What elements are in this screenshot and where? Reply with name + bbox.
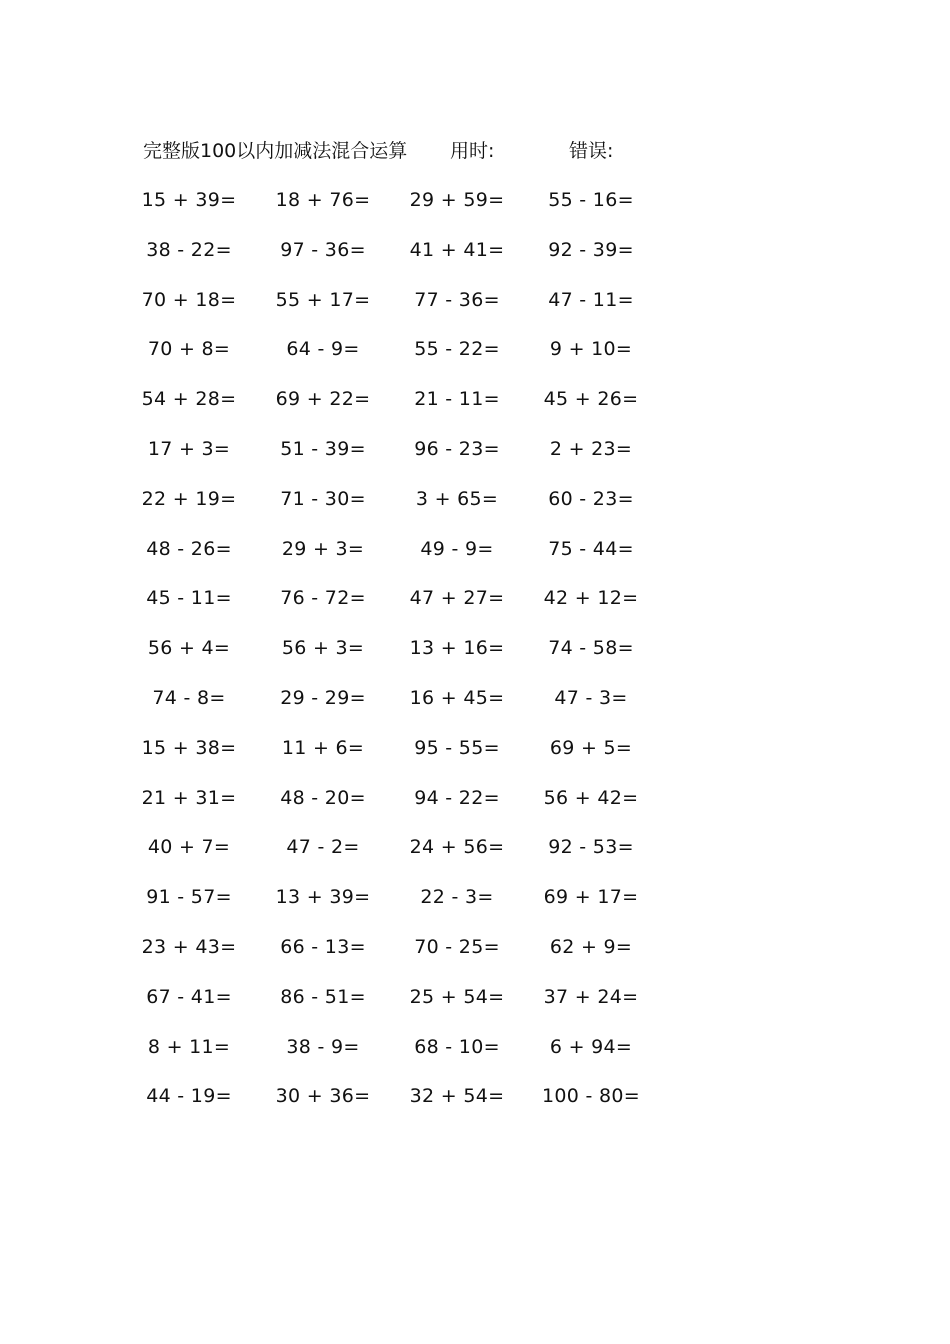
- math-problem: 55 + 17=: [275, 288, 371, 311]
- math-problem: 38 - 22=: [146, 238, 232, 261]
- math-problem: 86 - 51=: [280, 985, 366, 1008]
- math-problem: 75 - 44=: [548, 537, 634, 560]
- math-problem: 44 - 19=: [146, 1085, 232, 1108]
- problem-row: [148, 335, 668, 385]
- problem-row: [141, 286, 668, 336]
- math-problem: 41 + 41=: [409, 238, 505, 261]
- math-problem: 13 + 16=: [409, 637, 505, 660]
- problem-row: [148, 983, 668, 1033]
- math-problem: 56 + 42=: [543, 786, 639, 809]
- math-problem: 11 + 6=: [281, 736, 365, 759]
- problem-row: [141, 385, 668, 435]
- math-problem: 68 - 10=: [414, 1035, 500, 1058]
- math-problem: 67 - 41=: [146, 985, 232, 1008]
- math-problem: 97 - 36=: [280, 238, 366, 261]
- problem-row: [141, 933, 668, 983]
- math-problem: 74 - 58=: [548, 637, 634, 660]
- problem-row: [148, 634, 668, 684]
- math-problem: 24 + 56=: [409, 836, 505, 859]
- problem-row: [148, 535, 668, 585]
- math-problem: 21 - 11=: [414, 388, 500, 411]
- math-problem: 100 - 80=: [542, 1085, 640, 1108]
- math-problem: 42 + 12=: [543, 587, 639, 610]
- problem-grid: [141, 186, 668, 1132]
- math-problem: 3 + 65=: [415, 487, 499, 510]
- math-problem: 55 - 16=: [548, 189, 634, 211]
- math-problem: 23 + 43=: [141, 935, 237, 958]
- math-problem: 29 + 3=: [281, 537, 365, 560]
- math-problem: 64 - 9=: [286, 338, 360, 361]
- math-problem: 76 - 72=: [280, 587, 366, 610]
- math-problem: 49 - 9=: [420, 537, 494, 560]
- worksheet-header: [143, 137, 663, 165]
- math-problem: 95 - 55=: [414, 736, 500, 759]
- problem-row: [148, 236, 668, 286]
- math-problem: 32 + 54=: [409, 1085, 505, 1108]
- math-problem: 69 + 5=: [549, 736, 633, 759]
- math-problem: 69 + 22=: [275, 388, 371, 411]
- math-problem: 56 + 3=: [281, 637, 365, 660]
- math-problem: 9 + 10=: [549, 338, 633, 361]
- math-problem: 22 + 19=: [141, 487, 237, 510]
- problem-row: [148, 584, 668, 634]
- math-problem: 51 - 39=: [280, 437, 366, 460]
- math-problem: 29 + 59=: [409, 189, 505, 211]
- math-problem: 8 + 11=: [147, 1035, 231, 1058]
- math-problem: 48 - 20=: [280, 786, 366, 809]
- problem-row: [141, 734, 668, 784]
- problem-row: [141, 485, 668, 535]
- problem-row: [148, 1082, 668, 1132]
- math-problem: 54 + 28=: [141, 388, 237, 411]
- math-problem: 25 + 54=: [409, 985, 505, 1008]
- time-label: 用时:: [450, 140, 495, 162]
- math-problem: 91 - 57=: [146, 886, 232, 909]
- math-problem: 70 - 25=: [414, 935, 500, 958]
- math-problem: 45 - 11=: [146, 587, 232, 610]
- math-problem: 2 + 23=: [549, 437, 633, 460]
- math-problem: 37 + 24=: [543, 985, 639, 1008]
- problem-row: [148, 833, 668, 883]
- math-problem: 62 + 9=: [549, 935, 633, 958]
- problem-row: [148, 883, 668, 933]
- math-problem: 29 - 29=: [280, 686, 366, 709]
- math-problem: 38 - 9=: [286, 1035, 360, 1058]
- problem-row: [148, 684, 668, 734]
- error-label: 错误:: [569, 140, 614, 162]
- math-problem: 40 + 7=: [147, 836, 231, 859]
- math-problem: 15 + 38=: [141, 736, 237, 759]
- problem-row: [141, 784, 668, 834]
- math-problem: 13 + 39=: [275, 886, 371, 909]
- math-problem: 71 - 30=: [280, 487, 366, 510]
- math-problem: 47 + 27=: [409, 587, 505, 610]
- math-problem: 47 - 2=: [286, 836, 360, 859]
- math-problem: 74 - 8=: [152, 686, 226, 709]
- math-problem: 77 - 36=: [414, 288, 500, 311]
- math-problem: 66 - 13=: [280, 935, 366, 958]
- math-problem: 47 - 3=: [554, 686, 628, 709]
- math-problem: 48 - 26=: [146, 537, 232, 560]
- math-problem: 60 - 23=: [548, 487, 634, 510]
- math-problem: 69 + 17=: [543, 886, 639, 909]
- math-problem: 92 - 53=: [548, 836, 634, 859]
- problem-row: [148, 1033, 668, 1083]
- math-problem: 92 - 39=: [548, 238, 634, 261]
- math-problem: 56 + 4=: [147, 637, 231, 660]
- math-problem: 94 - 22=: [414, 786, 500, 809]
- worksheet-title: 完整版100以内加减法混合运算: [143, 140, 408, 162]
- problem-row: [141, 186, 668, 236]
- math-problem: 47 - 11=: [548, 288, 634, 311]
- math-problem: 21 + 31=: [141, 786, 237, 809]
- math-problem: 55 - 22=: [414, 338, 500, 361]
- math-problem: 6 + 94=: [549, 1035, 633, 1058]
- math-problem: 70 + 8=: [147, 338, 231, 361]
- math-problem: 17 + 3=: [147, 437, 231, 460]
- problem-row: [148, 435, 668, 485]
- math-problem: 18 + 76=: [275, 189, 371, 211]
- math-problem: 70 + 18=: [141, 288, 237, 311]
- math-problem: 22 - 3=: [420, 886, 494, 909]
- math-problem: 30 + 36=: [275, 1085, 371, 1108]
- math-problem: 16 + 45=: [409, 686, 505, 709]
- math-problem: 45 + 26=: [543, 388, 639, 411]
- math-problem: 96 - 23=: [414, 437, 500, 460]
- math-problem: 15 + 39=: [141, 189, 237, 211]
